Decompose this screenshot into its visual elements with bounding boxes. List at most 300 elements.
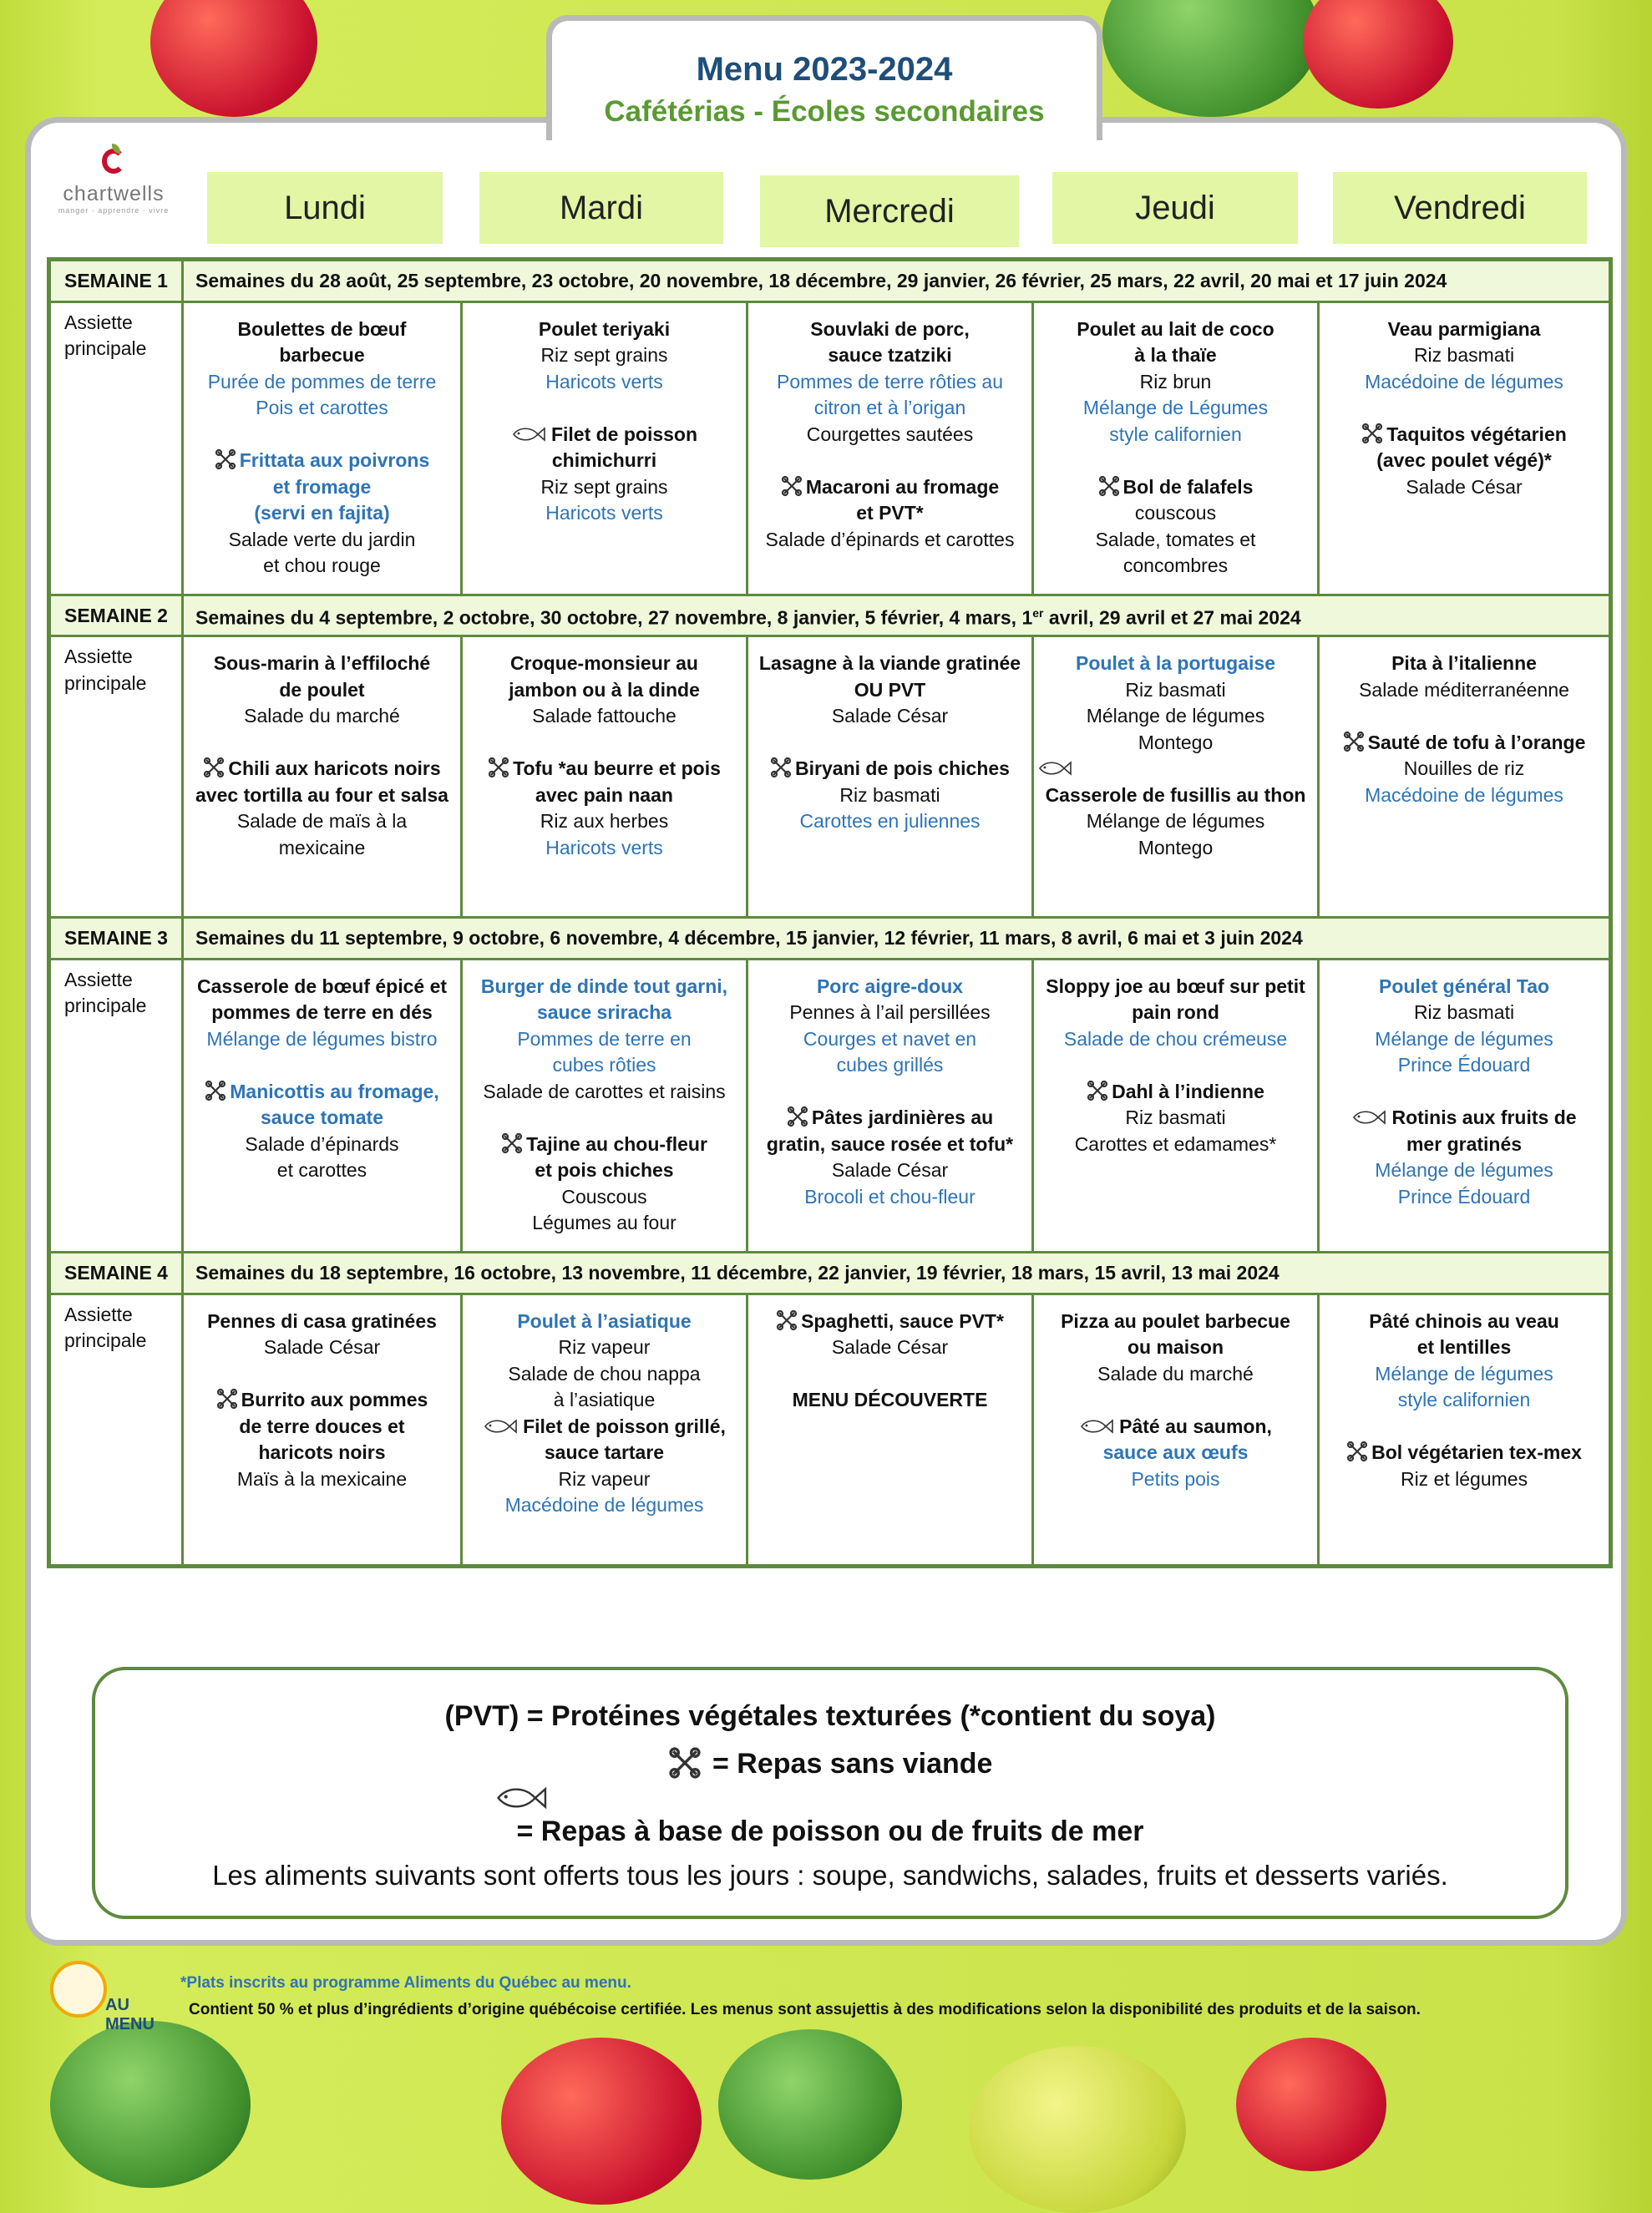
menu-item-line <box>1320 1184 1609 1211</box>
menu-item-line <box>1034 395 1317 422</box>
menu-item-line <box>184 342 460 369</box>
menu-item-line <box>748 317 1031 343</box>
menu-item-line <box>463 1414 746 1441</box>
menu-item-line <box>748 1105 1031 1132</box>
spacer <box>1034 448 1317 474</box>
week-label: SEMAINE 2 <box>49 595 183 636</box>
menu-cell-wednesday <box>747 1294 1033 1566</box>
menu-item-line <box>184 756 460 782</box>
menu-item-line <box>748 1309 1031 1335</box>
menu-item-text: Salade verte du jardin <box>228 528 416 550</box>
menu-item-line <box>463 342 746 369</box>
menu-item-text: Poulet au lait de coco <box>1077 317 1274 340</box>
week-label: SEMAINE 4 <box>49 1253 183 1294</box>
menu-item-line <box>1034 369 1317 396</box>
vegetarian-icon <box>776 1309 798 1331</box>
spacer <box>748 1361 1031 1388</box>
menu-item-line <box>1034 835 1317 862</box>
menu-item-line <box>1034 1414 1317 1441</box>
menu-item-text: Taquitos végétarien <box>1386 423 1567 445</box>
menu-item-line <box>748 527 1031 554</box>
menu-item-text: Riz vapeur <box>558 1467 651 1490</box>
apple-decoration <box>501 2038 702 2205</box>
menu-item-text: Salade fattouche <box>532 705 677 727</box>
menu-item-text: et PVT* <box>856 502 924 524</box>
spacer <box>1320 395 1609 422</box>
menu-item-text: Bol de falafels <box>1122 475 1254 498</box>
menu-item-line <box>184 1079 460 1106</box>
menu-item-text: Prince Édouard <box>1397 1185 1531 1208</box>
menu-item-line <box>1320 1026 1609 1053</box>
menu-item-line <box>1320 1361 1609 1388</box>
menu-item-text: Pommes de terre rôties au <box>776 370 1003 392</box>
menu-item-line <box>184 835 460 862</box>
menu-item-text: Brocoli et chou-fleur <box>804 1185 975 1208</box>
week-dates: Semaines du 18 septembre, 16 octobre, 13 novembre, 11 décembre, 22 janvier, 19 février, 18 mars, 15 avril, 13 mai 2024 <box>183 1253 1611 1294</box>
menu-item-line <box>463 974 746 1000</box>
menu-item-line <box>184 500 460 527</box>
menu-cell-thursday <box>1033 636 1319 918</box>
menu-item-line <box>748 651 1031 677</box>
row-label: Assiette principale <box>49 1294 183 1566</box>
menu-item-text: chimichurri <box>551 449 657 472</box>
spacer <box>463 1105 746 1132</box>
day-header-friday: Vendredi <box>1333 172 1587 244</box>
menu-item-line <box>748 369 1031 396</box>
menu-item-text: Biryani de pois chiches <box>795 757 1010 780</box>
strawberry-decoration <box>1236 2038 1386 2171</box>
legend-fish-text: = Repas à base de poisson ou de fruits de mer <box>516 1815 1144 1847</box>
spacer <box>1320 703 1609 730</box>
week-header-row <box>49 1253 1611 1294</box>
vegetarian-icon <box>781 475 803 497</box>
menu-item-line <box>748 1184 1031 1211</box>
menu-item-line <box>1320 1052 1609 1079</box>
menu-item-line <box>1034 808 1317 835</box>
menu-item-text: Salade de chou crémeuse <box>1063 1027 1288 1050</box>
menu-item-line <box>184 1105 460 1132</box>
menu-item-line <box>1320 448 1609 474</box>
menu-item-text: Pita à l’italienne <box>1391 652 1537 675</box>
menu-item-text: Salade de carottes et raisins <box>483 1080 726 1102</box>
menu-item-text: Petits pois <box>1131 1467 1220 1490</box>
menu-item-line <box>1320 1334 1609 1361</box>
menu-item-text: Riz basmati <box>1125 1106 1226 1129</box>
menu-item-text: Frittata aux poivrons <box>239 449 430 472</box>
grapes-decoration <box>50 2021 251 2188</box>
menu-item-line <box>1320 1000 1609 1026</box>
menu-item-text: Montego <box>1138 836 1214 858</box>
menu-item-line <box>1320 1309 1609 1335</box>
menu-cell-monday <box>183 636 462 918</box>
menu-item-line <box>463 1184 746 1211</box>
menu-item-text: Pâté au saumon, <box>1119 1415 1272 1437</box>
menu-item-line <box>184 527 460 554</box>
menu-item-line <box>748 1000 1031 1026</box>
menu-item-line <box>1320 1132 1609 1158</box>
menu-cell-thursday <box>1033 301 1319 595</box>
menu-item-text: à la thaïe <box>1134 344 1217 367</box>
menu-item-text: Poulet général Tao <box>1378 975 1550 997</box>
menu-item-line <box>1320 474 1609 501</box>
spacer <box>748 730 1031 757</box>
menu-item-line <box>463 835 746 862</box>
menu-item-line <box>1320 422 1609 448</box>
menu-item-line <box>1034 1334 1317 1361</box>
menu-item-text: Poulet à la portugaise <box>1076 652 1275 675</box>
vegetarian-icon <box>1098 475 1120 497</box>
legend-pvt: (PVT) = Protéines végétales texturées (*contient du soya) <box>444 1700 1216 1732</box>
menu-item-text: Prince Édouard <box>1397 1054 1531 1076</box>
fish-icon <box>1079 1417 1114 1436</box>
menu-item-line <box>1034 1466 1317 1493</box>
menu-item-text: Salade d’épinards <box>245 1132 399 1155</box>
vegetarian-icon <box>1087 1080 1108 1101</box>
vegetarian-icon <box>1346 1441 1368 1462</box>
menu-cell-wednesday <box>747 636 1033 918</box>
menu-item-line <box>1320 342 1609 369</box>
menu-item-text: Mélange de légumes <box>1375 1159 1553 1182</box>
menu-item-line <box>463 474 746 501</box>
menu-item-text: et pois chiches <box>535 1159 674 1182</box>
week-dates: Semaines du 4 septembre, 2 octobre, 30 octobre, 27 novembre, 8 janvier, 5 février, 4 mars, 1er avril, 29 avril et 27 mai 2024 <box>183 595 1611 636</box>
vegetarian-icon <box>501 1132 523 1154</box>
menu-row <box>49 1294 1611 1566</box>
menu-item-text: Croque-monsieur au <box>510 652 698 675</box>
menu-item-line <box>463 651 746 677</box>
menu-item-text: Riz et légumes <box>1400 1467 1528 1490</box>
menu-item-line <box>184 1157 460 1184</box>
menu-item-line <box>463 1000 746 1026</box>
menu-item-text: Riz aux herbes <box>540 810 669 833</box>
menu-item-line <box>463 756 746 782</box>
fish-icon <box>1351 1108 1386 1127</box>
spacer <box>1034 1387 1317 1414</box>
week-dates: Semaines du 11 septembre, 9 octobre, 6 novembre, 4 décembre, 15 janvier, 12 février, 11 mars, 8 avril, 6 mai et 3 juin 2024 <box>183 918 1611 959</box>
menu-item-line <box>748 500 1031 527</box>
menu-item-line <box>184 1026 460 1053</box>
row-label: Assiette principale <box>49 959 183 1253</box>
menu-cell-monday <box>183 1294 462 1566</box>
menu-item-text: Salade d’épinards et carottes <box>765 528 1015 550</box>
menu-item-line <box>184 553 460 580</box>
menu-item-line <box>1034 1000 1317 1026</box>
menu-item-line <box>748 474 1031 501</box>
menu-item-text: Macédoine de légumes <box>1365 783 1563 806</box>
legend-veg-text: = Repas sans viande <box>712 1748 993 1780</box>
aliments-quebec-badge-icon <box>50 1961 107 2018</box>
menu-item-text: Salade César <box>831 1336 949 1359</box>
menu-item-line <box>1320 651 1609 677</box>
week-dates: Semaines du 28 août, 25 septembre, 23 octobre, 20 novembre, 18 décembre, 29 janvier, 26 février, 25 mars, 22 avril, 20 mai et 17 juin 2024 <box>183 260 1611 302</box>
menu-item-line <box>1320 974 1609 1000</box>
menu-item-text: Pâtes jardinières au <box>811 1106 994 1129</box>
menu-item-text: Salade César <box>831 1159 949 1182</box>
menu-item-text: Carottes en juliennes <box>799 810 981 833</box>
apple-decoration <box>969 2046 1186 2213</box>
menu-item-text: de terre douces et <box>239 1415 405 1437</box>
menu-item-line <box>1320 1440 1609 1466</box>
menu-item-line <box>463 422 746 448</box>
menu-item-text: Macédoine de légumes <box>504 1494 704 1517</box>
menu-item-text: Mélange de légumes <box>1086 810 1265 833</box>
menu-item-text: ou maison <box>1127 1336 1224 1359</box>
vegetarian-icon <box>205 1080 226 1101</box>
vegetarian-icon <box>668 1746 702 1780</box>
vegetarian-icon <box>488 757 509 778</box>
menu-item-text: Haricots verts <box>545 502 663 524</box>
menu-cell-friday <box>1319 959 1611 1253</box>
menu-table <box>47 257 1613 1568</box>
spacer <box>184 1052 460 1079</box>
menu-item-line <box>463 1079 746 1106</box>
menu-item-line <box>1320 730 1609 757</box>
menu-cell-tuesday <box>462 301 747 595</box>
day-header-monday: Lundi <box>207 172 443 244</box>
menu-item-text: et lentilles <box>1416 1336 1512 1359</box>
menu-item-text: Salade César <box>1406 475 1523 498</box>
menu-item-line <box>1034 1309 1317 1335</box>
menu-item-line <box>184 317 460 343</box>
spacer <box>1320 1079 1609 1106</box>
menu-item-line <box>463 782 746 809</box>
menu-item-line <box>463 1387 746 1414</box>
menu-item-text: Pennes di casa gratinées <box>207 1309 437 1332</box>
menu-item-text: à l’asiatique <box>553 1389 656 1411</box>
row-label: Assiette principale <box>49 636 183 918</box>
menu-item-text: Riz basmati <box>1125 678 1226 701</box>
menu-item-text: Casserole de bœuf épicé et <box>196 975 448 997</box>
spacer <box>184 1361 460 1388</box>
menu-item-line <box>184 369 460 396</box>
menu-item-text: sauce tartare <box>544 1441 665 1464</box>
menu-item-text: Mélange de légumes bistro <box>206 1027 438 1050</box>
menu-item-line <box>748 1387 1031 1414</box>
menu-item-line <box>184 703 460 730</box>
menu-item-text: mexicaine <box>278 836 366 858</box>
day-header-wednesday: Mercredi <box>760 175 1019 247</box>
spacer <box>463 395 746 422</box>
menu-item-text: OU PVT <box>854 678 926 701</box>
menu-item-text: barbecue <box>279 344 365 367</box>
menu-item-line <box>1034 342 1317 369</box>
menu-item-text: sauce tomate <box>260 1106 383 1129</box>
fish-icon <box>1037 759 1072 777</box>
legend-box <box>92 1667 1568 1919</box>
menu-item-text: Salade de chou nappa <box>508 1362 701 1385</box>
menu-item-line <box>1034 703 1317 730</box>
menu-item-text: Riz basmati <box>839 783 940 806</box>
vegetarian-icon <box>203 757 225 778</box>
menu-item-line <box>184 1000 460 1026</box>
menu-item-line <box>1034 500 1317 527</box>
menu-item-text: et carottes <box>276 1159 367 1182</box>
menu-item-line <box>184 1387 460 1414</box>
menu-item-line <box>748 703 1031 730</box>
menu-item-line <box>184 974 460 1000</box>
menu-item-text: concombres <box>1122 555 1229 577</box>
menu-item-line <box>1034 474 1317 501</box>
menu-item-line <box>463 808 746 835</box>
menu-item-line <box>463 317 746 343</box>
menu-item-line <box>463 1052 746 1079</box>
menu-item-line <box>184 1414 460 1441</box>
spacer <box>1034 756 1317 782</box>
row-label: Assiette principale <box>49 301 183 595</box>
menu-item-line <box>1034 422 1317 448</box>
page-subtitle: Cafétérias - Écoles secondaires <box>604 95 1045 128</box>
menu-item-text: couscous <box>1134 502 1217 524</box>
menu-item-line <box>463 1309 746 1335</box>
menu-item-text: Riz basmati <box>1413 1001 1515 1024</box>
menu-item-line <box>184 782 460 809</box>
menu-item-text: Maïs à la mexicaine <box>236 1467 408 1490</box>
menu-item-text: Légumes au four <box>532 1212 677 1234</box>
week-header-row <box>49 595 1611 636</box>
menu-item-line <box>1320 677 1609 704</box>
menu-cell-friday <box>1319 636 1611 918</box>
menu-item-line <box>748 1052 1031 1079</box>
menu-item-text: Spaghetti, sauce PVT* <box>801 1309 1004 1332</box>
menu-item-text: Salade méditerranéenne <box>1359 678 1569 701</box>
footnote-disclaimer: Contient 50 % et plus d’ingrédients d’origine québécoise certifiée. Les menus sont assujettis à des modifications selon la disponibilité des produits et de la saison. <box>189 2001 1421 2018</box>
spacer <box>748 1079 1031 1106</box>
menu-row <box>49 959 1611 1253</box>
menu-item-line <box>463 1466 746 1493</box>
menu-item-line <box>463 1334 746 1361</box>
broccoli-decoration <box>718 2029 902 2180</box>
menu-item-text: sauce sriracha <box>536 1001 672 1024</box>
menu-item-text: Tofu *au beurre et pois <box>513 757 721 780</box>
menu-item-text: Poulet teriyaki <box>538 317 671 340</box>
spacer <box>184 422 460 448</box>
menu-item-line <box>463 1132 746 1158</box>
strawberry-decoration <box>1303 0 1453 109</box>
menu-item-line <box>1034 1026 1317 1053</box>
menu-item-line <box>1320 1105 1609 1132</box>
menu-item-text: Salade du marché <box>1097 1362 1254 1385</box>
menu-item-text: Haricots verts <box>545 836 663 858</box>
menu-item-line <box>1320 369 1609 396</box>
badge-label: AU MENU <box>105 1996 155 2033</box>
menu-item-line <box>184 1309 460 1335</box>
menu-item-text: Mélange de légumes <box>1375 1362 1553 1385</box>
menu-item-text: pommes de terre en dés <box>211 1001 433 1024</box>
menu-item-text: Dahl à l’indienne <box>1112 1080 1264 1102</box>
menu-item-line <box>1320 1157 1609 1184</box>
menu-item-text: Salade César <box>263 1336 381 1359</box>
menu-item-text: Purée de pommes de terre <box>207 370 437 392</box>
menu-item-text: Riz brun <box>1139 370 1212 392</box>
menu-row <box>49 301 1611 595</box>
menu-item-text: Poulet à l’asiatique <box>517 1309 692 1332</box>
menu-item-text: Couscous <box>561 1185 647 1208</box>
menu-cell-friday <box>1319 1294 1611 1566</box>
menu-item-text: Burrito aux pommes <box>241 1389 428 1411</box>
menu-item-text: Bol végétarien tex-mex <box>1371 1441 1582 1464</box>
menu-item-line <box>184 448 460 474</box>
menu-item-line <box>1034 1440 1317 1466</box>
menu-cell-tuesday <box>462 636 747 918</box>
fish-icon <box>494 1784 548 1812</box>
menu-item-text: MENU DÉCOUVERTE <box>792 1389 988 1411</box>
menu-item-line <box>1320 756 1609 782</box>
menu-item-text: Macaroni au fromage <box>805 475 1000 498</box>
menu-item-line <box>1034 1105 1317 1132</box>
menu-item-line <box>748 677 1031 704</box>
menu-item-text: Salade du marché <box>244 705 400 727</box>
menu-item-line <box>1034 730 1317 757</box>
menu-cell-wednesday <box>747 301 1033 595</box>
menu-item-text: Mélange de légumes <box>1086 705 1265 727</box>
vegetarian-icon <box>1361 423 1383 444</box>
menu-item-line <box>748 1132 1031 1158</box>
menu-item-line <box>463 677 746 704</box>
strawberry-decoration <box>150 0 317 117</box>
menu-item-line <box>748 1157 1031 1184</box>
menu-cell-tuesday <box>462 1294 747 1566</box>
menu-item-text: Manicottis au fromage, <box>230 1080 439 1102</box>
menu-item-line <box>748 395 1031 422</box>
menu-item-text: Porc aigre-doux <box>816 975 964 997</box>
menu-item-line <box>1320 1387 1609 1414</box>
menu-item-text: Nouilles de riz <box>1403 757 1525 780</box>
menu-item-line <box>1034 1079 1317 1106</box>
menu-item-line <box>463 1361 746 1388</box>
menu-item-text: cubes grillés <box>836 1054 944 1076</box>
menu-item-line <box>1034 317 1317 343</box>
menu-item-text: et chou rouge <box>263 555 381 577</box>
vegetarian-icon <box>787 1106 808 1127</box>
apple-logo-icon <box>99 144 129 179</box>
menu-item-text: Pommes de terre en <box>517 1027 692 1050</box>
chartwells-logo <box>47 144 180 215</box>
menu-item-line <box>184 677 460 704</box>
spacer <box>748 448 1031 474</box>
menu-item-text: Riz basmati <box>1413 344 1515 367</box>
vegetarian-icon <box>770 757 792 778</box>
menu-item-text: Salade César <box>831 705 949 727</box>
logo-tagline: manger · apprendre · vivre <box>58 206 170 215</box>
menu-item-text: Pizza au poulet barbecue <box>1061 1309 1290 1332</box>
spacer <box>1034 1052 1317 1079</box>
menu-item-line <box>463 703 746 730</box>
vegetarian-icon <box>215 448 236 470</box>
menu-item-text: avec pain naan <box>535 783 673 806</box>
menu-item-line <box>1034 651 1317 677</box>
menu-item-line <box>184 1334 460 1361</box>
menu-item-text: pain rond <box>1132 1001 1219 1024</box>
menu-cell-wednesday <box>747 959 1033 1253</box>
day-header-tuesday: Mardi <box>479 172 723 244</box>
menu-item-line <box>748 342 1031 369</box>
menu-item-line <box>1034 974 1317 1000</box>
fish-icon <box>511 425 546 443</box>
menu-item-line <box>1034 1132 1317 1158</box>
menu-item-text: Filet de poisson grillé, <box>523 1415 726 1437</box>
menu-item-text: style californien <box>1109 423 1242 445</box>
menu-item-text: Haricots verts <box>545 370 663 392</box>
menu-item-text: Casserole de fusillis au thon <box>1045 783 1306 806</box>
menu-item-text: Carottes et edamames* <box>1074 1132 1277 1155</box>
legend-fish-row <box>95 1784 1565 1848</box>
broccoli-decoration <box>1102 0 1320 117</box>
menu-item-line <box>463 500 746 527</box>
menu-item-line <box>748 782 1031 809</box>
legend-veg-row <box>95 1746 1565 1780</box>
menu-item-text: Tajine au chou-fleur <box>526 1132 707 1155</box>
week-label: SEMAINE 1 <box>49 260 183 302</box>
